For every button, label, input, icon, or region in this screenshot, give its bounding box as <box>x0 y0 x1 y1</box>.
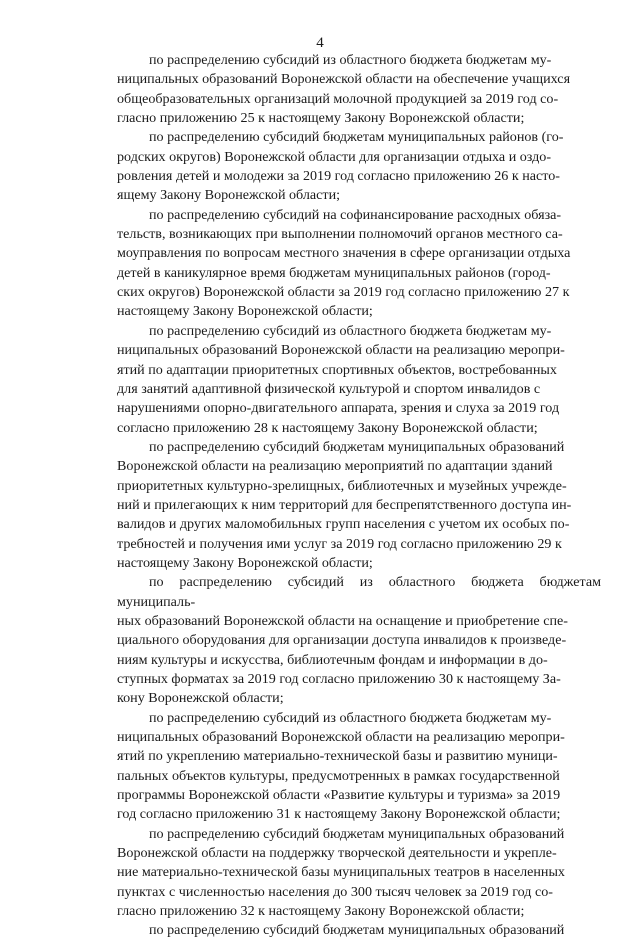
document-body <box>117 51 601 941</box>
paragraph-subsidies-culture-base: по распределению субсидий из областного бюджета бюджетам му- ниципальных образований Воронежской области на реализацию меропри- ятий по укреплению материально-технической базы и развитию муници- пальных объектов культуры, предусмотренных в рамках государственной программы Воронежской области «Развитие культуры и туризма» за 2019 год согласно приложению 31 к настоящему Закону Воронежской области; <box>117 709 565 823</box>
paragraph-subsidies-milk: по распределению субсидий из областного бюджета бюджетам му- ниципальных образований Воронежской области на обеспечение учащихся общеобразовательных организаций молочной продукцией за 2019 год со- гласно приложению 25 к настоящему Закону Воронежской области; <box>117 52 571 127</box>
paragraph-subsidies-continued: по распределению субсидий бюджетам муниципальных образований <box>149 922 565 939</box>
paragraph-subsidies-special-equipment: по распределению субсидий из областного бюджета бюджетам муниципаль- ных образований Воронежской области на оснащение и приобретение спе- циального оборудования для организации доступа инвалидов к произведе- ниям культуры и искусства, библиотечным фондам и информации в до- ступных форматах за 2019 год согласно приложению 30 к настоящему За- кону Воронежской области; <box>117 574 601 707</box>
paragraph-subsidies-sports-objects: по распределению субсидий из областного бюджета бюджетам му- ниципальных образований Воронежской области на реализацию меропри- ятий по адаптации приоритетных спортивных объектов, востребованных для занятий адаптивной физической культурой и спортом инвалидов с нарушениями опорно-двигательного аппарата, зрения и слуха за 2019 год согласно приложению 28 к настоящему Закону Воронежской области; <box>117 322 565 436</box>
paragraph-subsidies-recreation: по распределению субсидий бюджетам муниципальных районов (го- родских округов) Воронежской области для организации отдыха и оздо- ровления детей и молодежи за 2019 год согласно приложению 26 к насто- ящему Закону Воронежской области; <box>117 129 564 204</box>
paragraph-subsidies-holiday-rest: по распределению субсидий на софинансирование расходных обяза- тельств, возникающих при выполнении полномочий органов местного са- моуправления по вопросам местного значения в сфере организации отдыха детей в каникулярное время бюджетам муниципальных районов (город- ских округов) Воронежской области за 2019 год согласно приложению 27 к настоящему Закону Воронежской области; <box>117 206 571 320</box>
page-number: 4 <box>316 35 324 51</box>
paragraph-subsidies-cultural-buildings: по распределению субсидий бюджетам муниципальных образований Воронежской области на реализацию мероприятий по адаптации зданий приоритетных культурно-зрелищных, библиотечных и музейных учрежде- ний и прилегающих к ним территорий для беспрепятственного доступа ин- валидов и других маломобильных групп населения с учетом их особых по- требностей и получения ими услуг за 2019 год согласно приложению 29 к настоящему Закону Воронежской области; <box>117 438 572 571</box>
paragraph-subsidies-theatres: по распределению субсидий бюджетам муниципальных образований Воронежской области на поддержку творческой деятельности и укрепле- ние материально-технической базы муниципальных театров в населенных пунктах с численностью населения до 300 тысяч человек за 2019 год со- гласно приложению 32 к настоящему Закону Воронежской области; <box>117 825 565 920</box>
